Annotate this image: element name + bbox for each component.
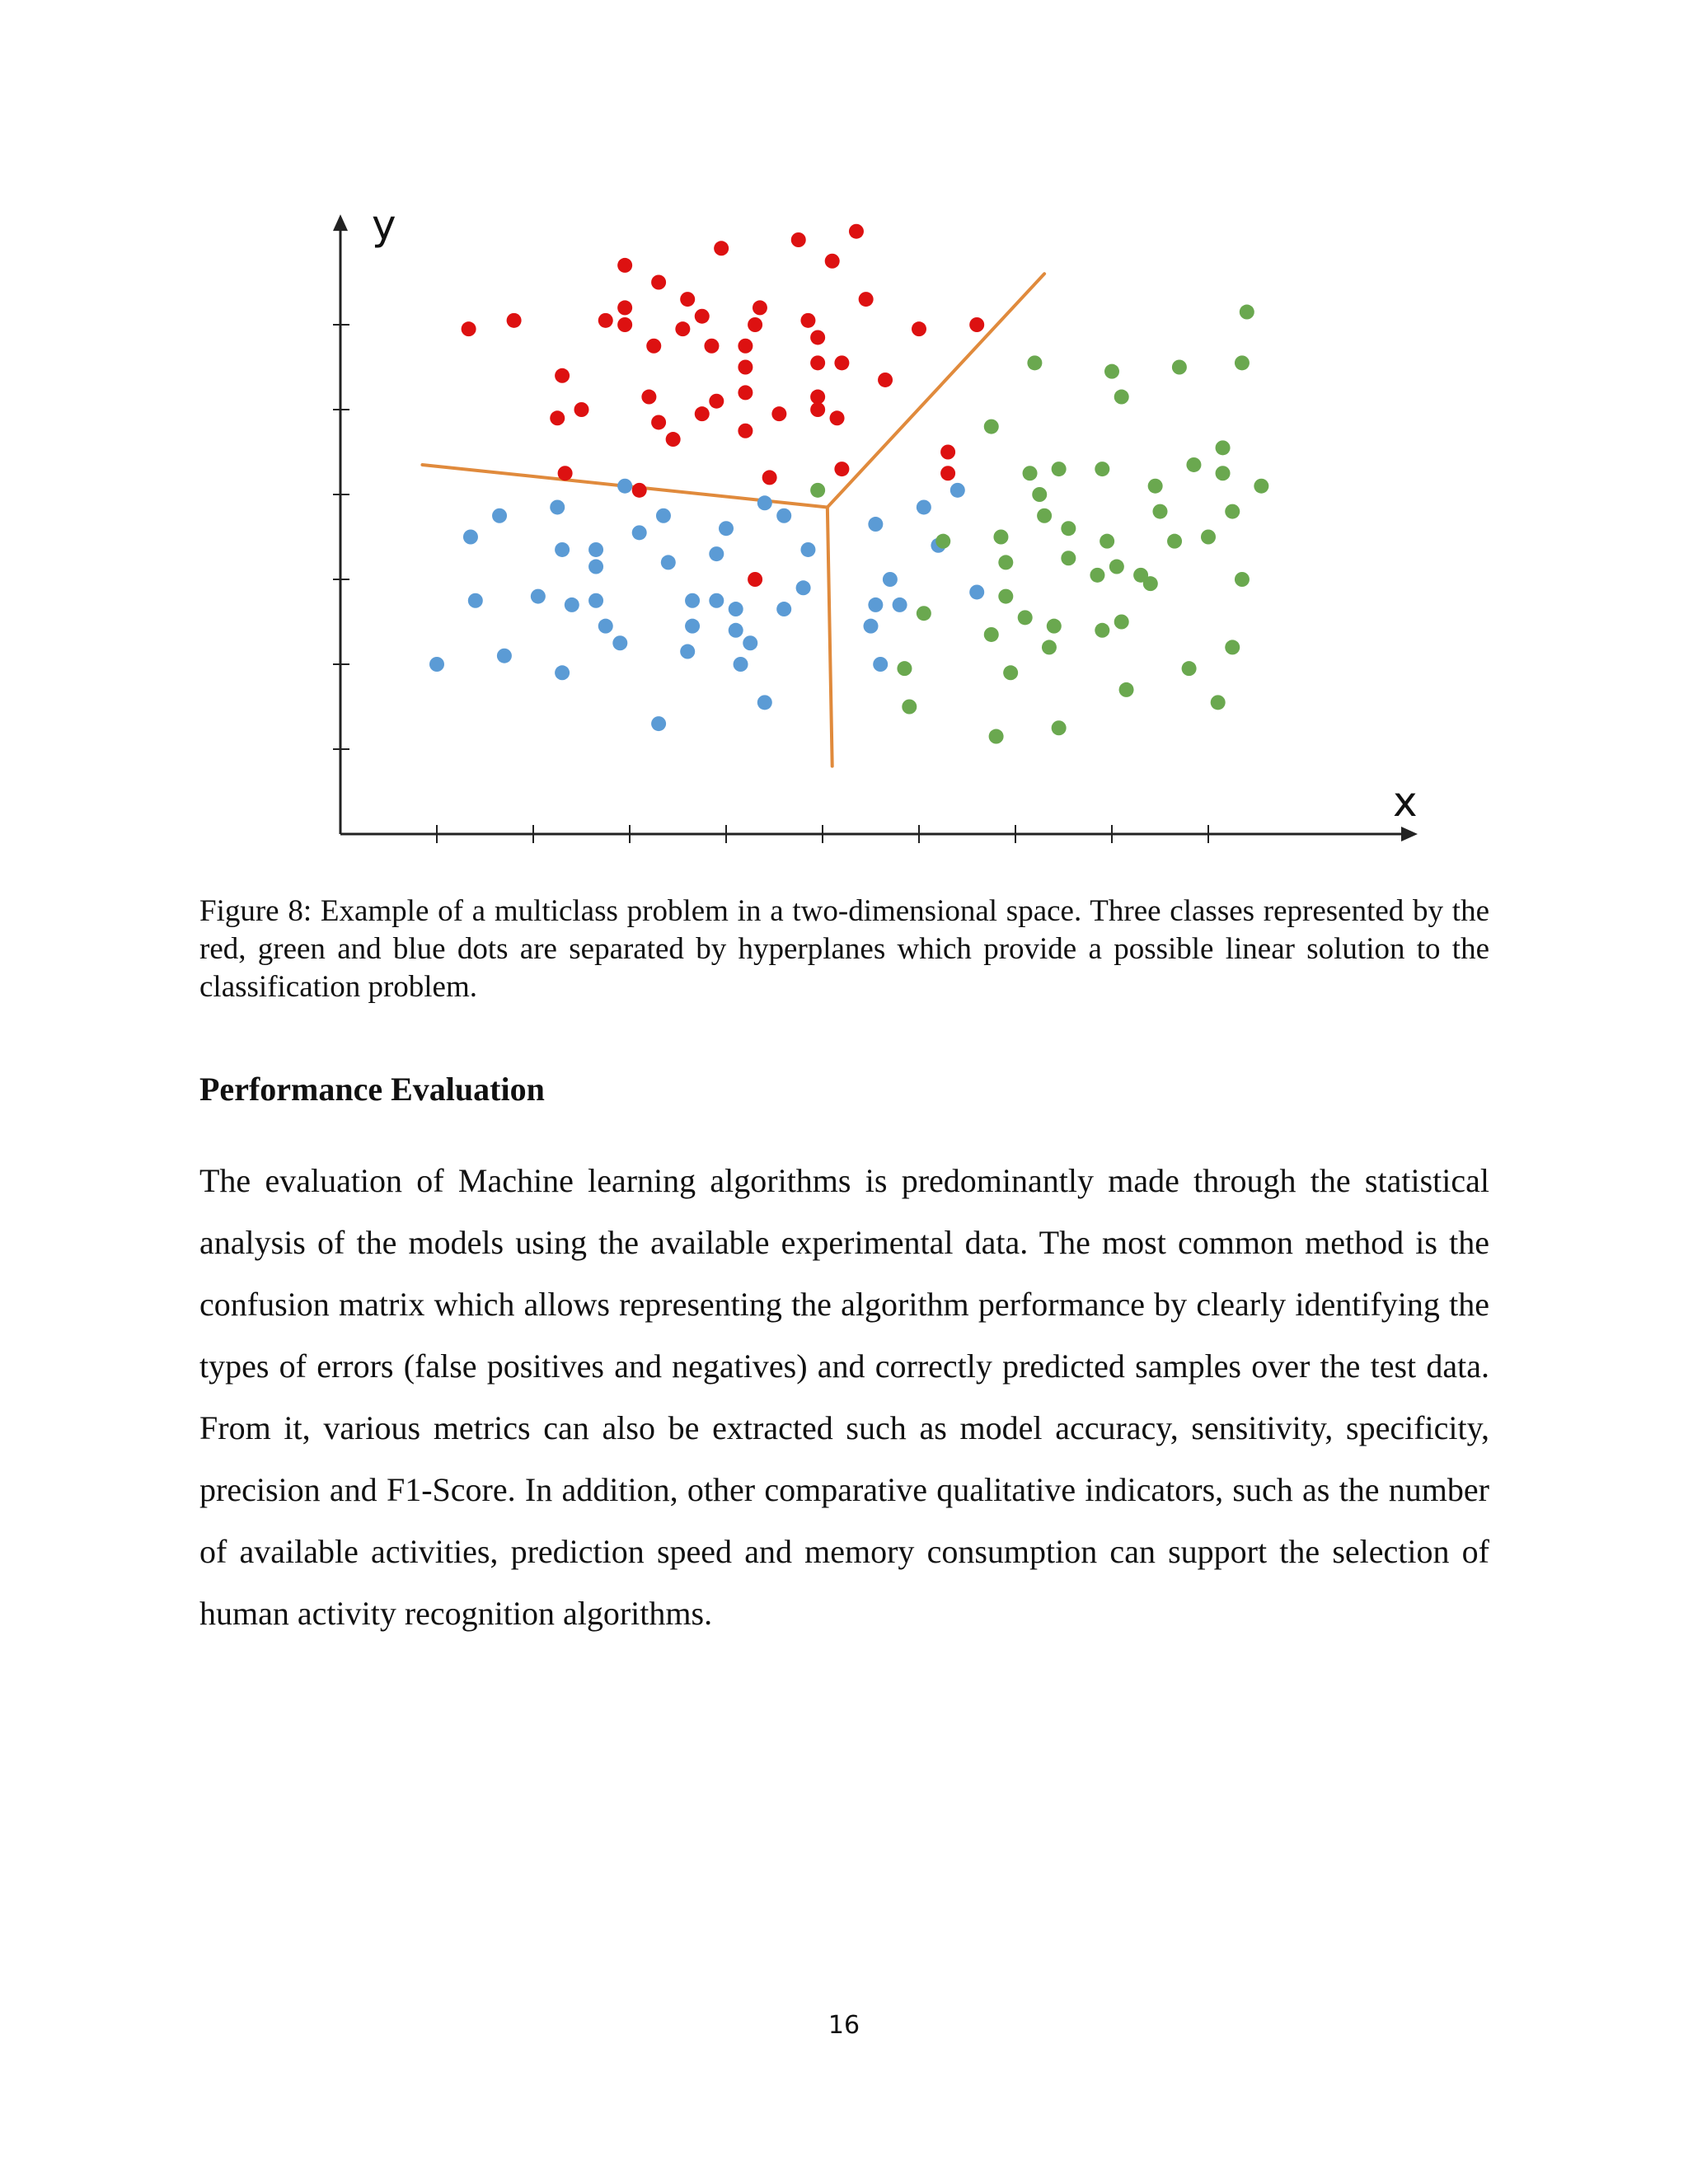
data-point [738,424,753,438]
data-point [617,317,632,332]
page-number: 16 [828,2011,860,2040]
data-point [709,593,724,608]
data-point [902,700,917,715]
data-point [734,657,748,672]
data-point [810,483,825,498]
data-point [984,627,999,642]
data-point [912,321,926,336]
data-point [757,695,772,710]
data-point [429,657,444,672]
data-point [617,479,632,494]
data-point [612,635,627,650]
data-point [1109,560,1124,574]
data-point [1037,509,1052,523]
data-point [969,584,984,599]
data-point [1023,466,1038,480]
data-point [791,232,806,247]
data-point [1104,364,1119,379]
data-point [878,373,893,387]
data-point [574,402,589,417]
data-point [1090,568,1104,583]
data-point [1225,504,1240,519]
data-point [868,517,883,532]
data-point [998,555,1013,569]
data-point [714,241,729,255]
data-point [555,665,570,680]
data-point [810,330,825,344]
data-point [531,589,546,604]
data-point [729,623,743,638]
data-point [897,661,912,676]
y-axis-arrow [333,214,348,231]
data-point [462,321,476,336]
data-point [550,499,565,514]
data-point [810,402,825,417]
data-point [800,313,815,328]
data-point [641,390,656,405]
data-point [940,466,955,480]
data-point [685,619,700,634]
data-point [1018,610,1033,625]
data-point [1042,640,1057,654]
data-point [1061,521,1076,536]
data-point [771,406,786,421]
data-point [1061,551,1076,565]
data-point [776,602,791,616]
data-point [1095,623,1109,638]
data-point [834,355,849,370]
figure-caption: Figure 8: Example of a multiclass problem in a two-dimensional space. Three classes represented by the red, green and blue dots are separated by hyperplanes which provide a possible linear solution to the classification problem. [199,894,1489,1004]
data-point [940,445,955,460]
data-point [800,542,815,557]
data-point [632,483,647,498]
body-paragraph: The evaluation of Machine learning algorithms is predominantly made through the statistical analysis of the models using the available experimental data. The most common method is the confusion matrix which allows representing the algorithm performance by clearly identifying the types of errors (false positives and negatives) and correctly predicted samples over the test data. From it, various metrics can also be extracted such as model accuracy, sensitivity, specificity, precision and F1-Score. In addition, other comparative qualitative indicators, such as the number of available activities, prediction speed and memory consumption can support the selection of human activity recognition algorithms. [199,1162,1489,1632]
data-point [729,602,743,616]
data-point [969,317,984,332]
data-point [704,339,719,354]
data-point [1186,457,1201,472]
data-point [1032,487,1047,502]
figure-scatter-chart [321,201,1418,861]
data-point [680,292,695,307]
data-point [849,224,864,239]
data-point [998,589,1013,604]
data-point [753,300,767,315]
x-axis-label: x [1393,778,1418,826]
data-point [675,321,690,336]
data-point [950,483,965,498]
data-point [661,555,676,569]
data-point [873,657,888,672]
data-point [748,317,762,332]
data-point [868,598,883,612]
data-point [748,572,762,587]
data-point [497,649,512,663]
data-point [796,580,811,595]
data-point [1114,615,1129,630]
data-point [1052,462,1067,476]
data-point [1201,530,1216,545]
data-point [492,509,507,523]
data-point [989,729,1004,744]
data-point [550,410,565,425]
data-point [984,419,999,434]
data-point [1254,479,1268,494]
data-point [588,560,603,574]
data-point [834,462,849,476]
data-point [709,546,724,561]
data-point [1216,466,1231,480]
data-point [738,339,753,354]
data-point [651,275,666,290]
data-point [558,466,573,480]
data-point [666,432,681,447]
data-point [1047,619,1062,634]
data-point [555,542,570,557]
data-point [507,313,522,328]
y-axis-label: y [372,201,396,250]
data-point [810,355,825,370]
data-point [1148,479,1163,494]
data-point [1003,665,1018,680]
data-point [1095,462,1109,476]
decision-boundary-line [828,274,1044,507]
data-point [1172,360,1187,375]
data-point [632,525,647,540]
data-point [1153,504,1168,519]
data-point [588,542,603,557]
data-point [1167,534,1182,549]
data-point [588,593,603,608]
data-point [463,530,478,545]
data-point [1119,682,1134,697]
data-point [598,313,613,328]
data-point [709,394,724,409]
data-point [917,606,931,621]
data-point [864,619,879,634]
section-heading: Performance Evaluation [199,1071,545,1108]
data-point [680,644,695,659]
data-point [565,598,579,612]
data-point [555,368,570,383]
data-point [738,385,753,400]
data-point [810,390,825,405]
data-point [993,530,1008,545]
data-point [1182,661,1197,676]
scatter-plot [321,201,1418,861]
data-point [1027,355,1042,370]
decision-boundaries [422,274,1044,766]
data-point [651,415,666,429]
x-axis-arrow [1401,827,1418,841]
data-point [719,521,734,536]
data-point [1143,576,1158,591]
data-point [830,410,845,425]
data-point [883,572,898,587]
data-point [825,254,840,269]
data-point [1114,390,1129,405]
data-point [1216,440,1231,455]
data-point [1100,534,1114,549]
data-point [757,495,772,510]
data-point [598,619,613,634]
data-point [695,309,710,324]
data-point [859,292,874,307]
data-point [762,470,777,485]
data-point [617,300,632,315]
data-point [651,716,666,731]
data-point [1235,355,1250,370]
data-point [656,509,671,523]
data-point [935,534,950,549]
data-point [617,258,632,273]
data-point [743,635,757,650]
data-point [893,598,907,612]
data-point [776,509,791,523]
data-point [468,593,483,608]
data-point [738,360,753,375]
data-point [917,499,931,514]
data-point [1052,720,1067,735]
data-point [695,406,710,421]
data-point [1240,305,1254,320]
data-point [1235,572,1250,587]
data-point [1225,640,1240,654]
decision-boundary-line [828,507,832,766]
data-point [1211,695,1226,710]
data-point [685,593,700,608]
data-point [646,339,661,354]
